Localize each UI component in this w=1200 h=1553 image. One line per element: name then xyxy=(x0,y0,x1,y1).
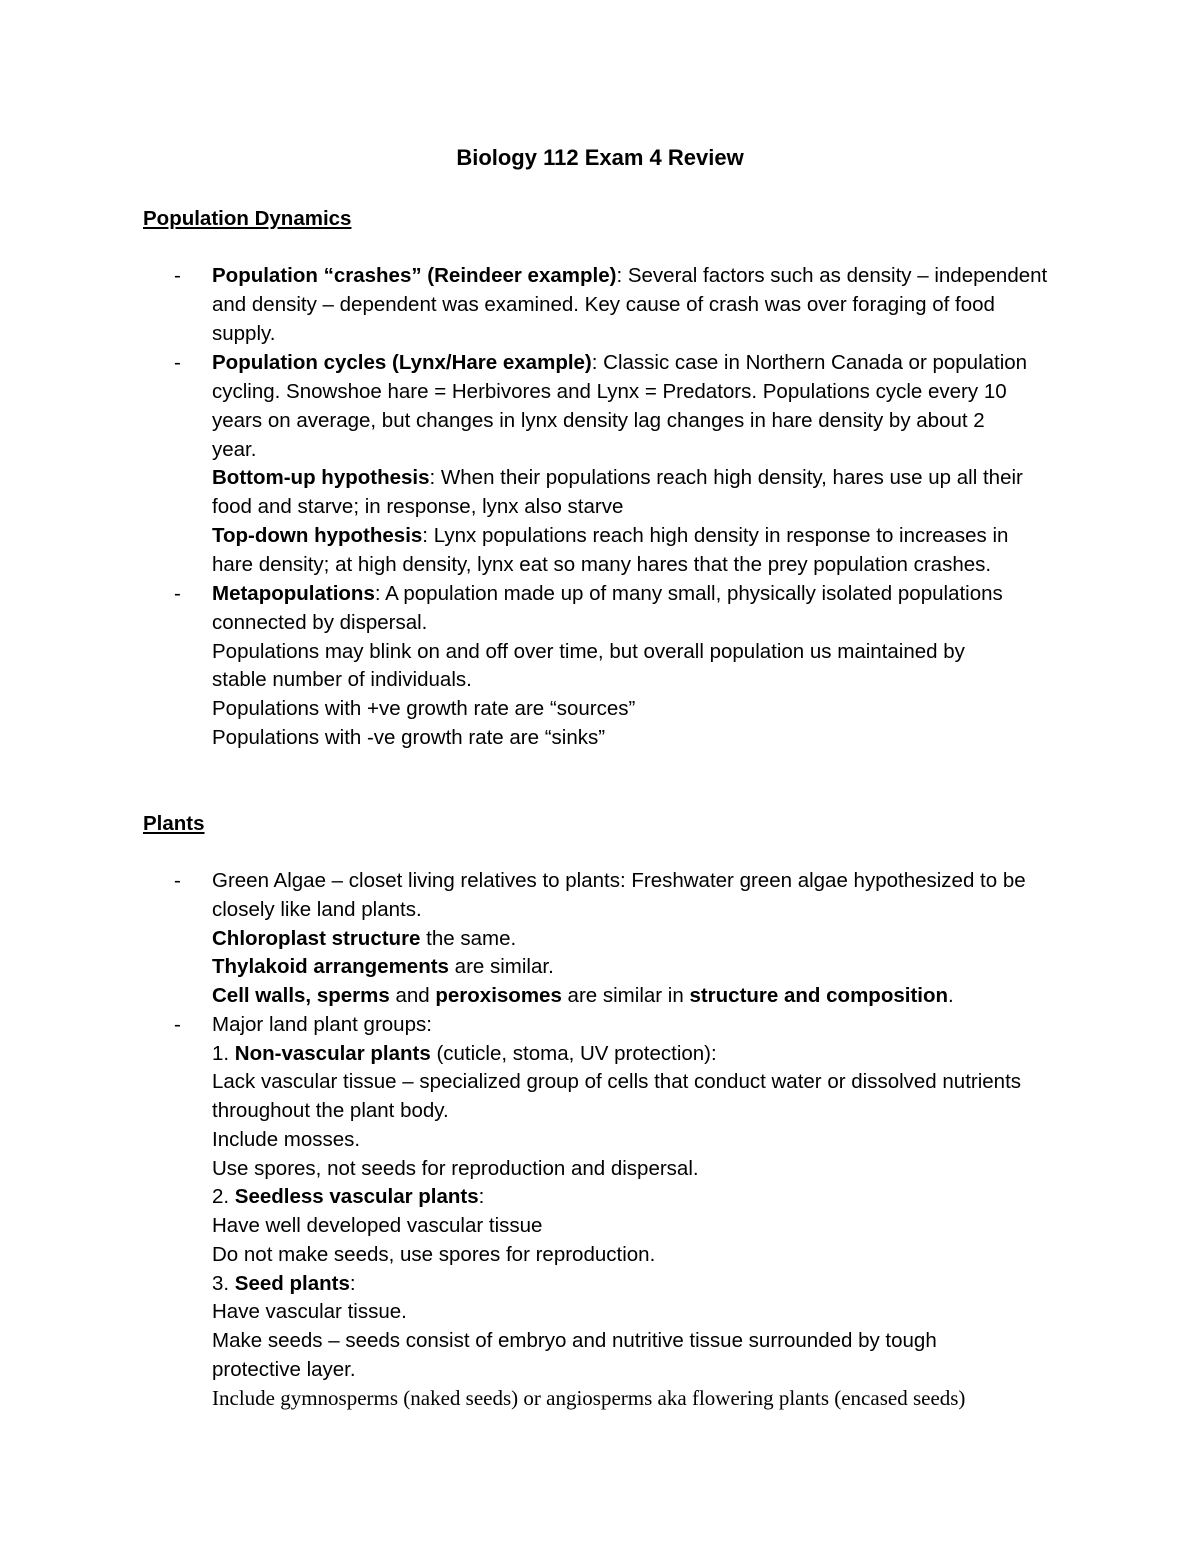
seedless-text: : xyxy=(478,1185,485,1208)
list-number: 2. xyxy=(212,1185,235,1208)
seedless-line-1: Have well developed vascular tissue xyxy=(212,1214,543,1237)
cycles-line-3: years on average, but changes in lynx density lag changes in hare density by about 2 xyxy=(212,409,985,432)
top-down-line-2: hare density; at high density, lynx eat so many hares that the prey population crashes. xyxy=(212,553,992,576)
separator: : xyxy=(591,351,604,374)
thylakoid-text: are similar. xyxy=(448,955,554,978)
top-down-text: Lynx populations reach high density in response to increases in xyxy=(433,524,1009,547)
structure-composition-label: structure and composition xyxy=(689,984,949,1007)
section-heading-population: Population Dynamics xyxy=(143,207,352,230)
cell-walls-label: Cell walls, sperms xyxy=(212,984,390,1007)
cycles-label: Population cycles (Lynx/Hare example) xyxy=(212,351,592,374)
crashes-text: Several factors such as density – independent xyxy=(627,264,1048,287)
seed-plants-line-4: Include gymnosperms (naked seeds) or angiosperms aka flowering plants (encased seeds) xyxy=(212,1386,966,1410)
seed-plants-text: : xyxy=(349,1272,356,1295)
separator: : xyxy=(429,466,441,489)
bullet-dash: - xyxy=(174,869,181,892)
list-number: 1. xyxy=(212,1042,235,1065)
peroxisomes-label: peroxisomes xyxy=(435,984,562,1007)
nonvascular-line-1: Lack vascular tissue – specialized group of cells that conduct water or dissolved nutrients xyxy=(212,1070,1022,1093)
section-heading-plants: Plants xyxy=(143,812,205,835)
seed-plants-heading xyxy=(212,1270,356,1299)
chloroplast-label: Chloroplast structure xyxy=(212,927,421,950)
thylakoid-label: Thylakoid arrangements xyxy=(212,955,449,978)
meta-text: A population made up of many small, physically isolated populations xyxy=(385,582,1003,605)
bottom-up-line-2: food and starve; in response, lynx also starve xyxy=(212,495,624,518)
cycles-line-2: cycling. Snowshoe hare = Herbivores and Lynx = Predators. Populations cycle every 10 xyxy=(212,380,1007,403)
meta-line-4: stable number of individuals. xyxy=(212,668,472,691)
nonvascular-line-2: throughout the plant body. xyxy=(212,1099,449,1122)
separator: : xyxy=(616,264,628,287)
top-down-label: Top-down hypothesis xyxy=(212,524,423,547)
seedless-line-2: Do not make seeds, use spores for reproduction. xyxy=(212,1243,656,1266)
bullet-dash: - xyxy=(174,264,181,287)
crashes-line-2: and density – dependent was examined. Key cause of crash was over foraging of food xyxy=(212,293,995,316)
meta-line-2: connected by dispersal. xyxy=(212,611,428,634)
meta-line-3: Populations may blink on and off over time, but overall population us maintained by xyxy=(212,640,965,663)
crashes-line-3: supply. xyxy=(212,322,276,345)
bottom-up-text: When their populations reach high density, hares use up all their xyxy=(440,466,1023,489)
text-fragment: . xyxy=(948,984,954,1007)
nonvascular-line-4: Use spores, not seeds for reproduction and dispersal. xyxy=(212,1157,699,1180)
meta-line-1 xyxy=(212,580,1003,609)
top-down-line-1 xyxy=(212,522,1008,551)
seed-plants-label: Seed plants xyxy=(234,1272,350,1295)
seed-plants-line-3: protective layer. xyxy=(212,1358,356,1381)
seed-plants-line-1: Have vascular tissue. xyxy=(212,1300,407,1323)
bullet-dash: - xyxy=(174,582,181,605)
nonvascular-text: (cuticle, stoma, UV protection): xyxy=(430,1042,717,1065)
seedless-heading xyxy=(212,1183,484,1212)
crashes-label: Population “crashes” (Reindeer example) xyxy=(212,264,617,287)
nonvascular-line-3: Include mosses. xyxy=(212,1128,361,1151)
separator: : xyxy=(374,582,386,605)
bullet-dash: - xyxy=(174,351,181,374)
bullet-dash: - xyxy=(174,1013,181,1036)
meta-label: Metapopulations xyxy=(212,582,375,605)
groups-line-1: Major land plant groups: xyxy=(212,1013,432,1036)
text-fragment: are similar in xyxy=(561,984,690,1007)
document-title: Biology 112 Exam 4 Review xyxy=(456,145,744,170)
seed-plants-line-2: Make seeds – seeds consist of embryo and nutritive tissue surrounded by tough xyxy=(212,1329,937,1352)
nonvascular-label: Non-vascular plants xyxy=(234,1042,431,1065)
crashes-line-1 xyxy=(212,262,1047,291)
nonvascular-heading xyxy=(212,1040,717,1069)
seedless-label: Seedless vascular plants xyxy=(234,1185,479,1208)
cycles-line-4: year. xyxy=(212,438,257,461)
chloroplast-line xyxy=(212,925,516,954)
cell-walls-line xyxy=(212,982,954,1011)
chloroplast-text: the same. xyxy=(420,927,517,950)
text-fragment: and xyxy=(389,984,436,1007)
bottom-up-line-1 xyxy=(212,464,1023,493)
meta-line-5: Populations with +ve growth rate are “sources” xyxy=(212,697,636,720)
algae-line-1: Green Algae – closet living relatives to plants: Freshwater green algae hypothesized to be xyxy=(212,869,1026,892)
list-number: 3. xyxy=(212,1272,235,1295)
thylakoid-line xyxy=(212,953,554,982)
meta-line-6: Populations with -ve growth rate are “sinks” xyxy=(212,726,606,749)
algae-line-2: closely like land plants. xyxy=(212,898,422,921)
cycles-line-1 xyxy=(212,349,1027,378)
bottom-up-label: Bottom-up hypothesis xyxy=(212,466,430,489)
cycles-text: Classic case in Northern Canada or population xyxy=(603,351,1028,374)
separator: : xyxy=(422,524,434,547)
